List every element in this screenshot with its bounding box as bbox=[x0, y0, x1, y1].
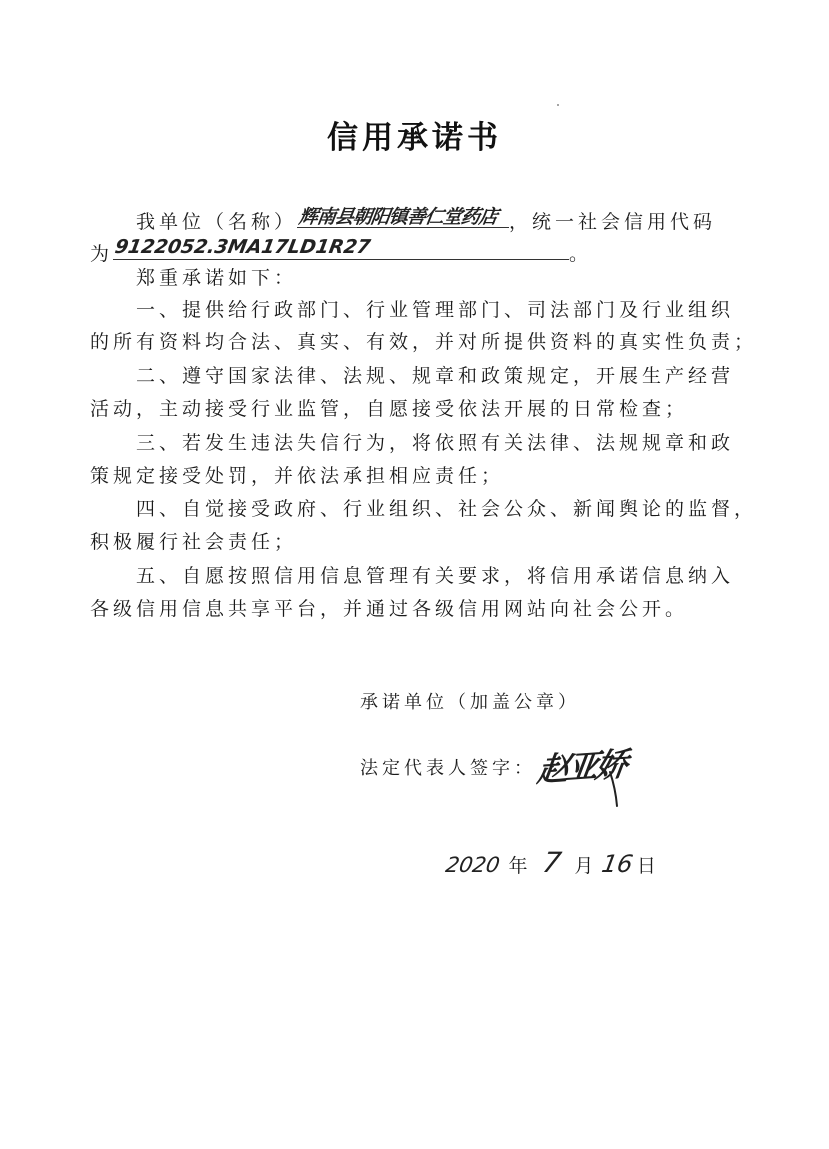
signature-tail-stroke bbox=[600, 770, 630, 810]
item3-line1: 三、若发生违法失信行为，将依照有关法律、法规规章和政 bbox=[136, 432, 735, 454]
date-day-unit: 日 bbox=[636, 855, 659, 877]
credit-code-handwritten: 9122052.3MA17LD1R27 bbox=[113, 236, 373, 258]
credit-code-field bbox=[113, 235, 569, 260]
intro-suffix: ，统一社会信用代码 bbox=[509, 211, 717, 233]
handwritten-signature: 赵亚娇 bbox=[535, 744, 628, 790]
date-line bbox=[443, 846, 659, 879]
date-day: 16 bbox=[599, 850, 636, 878]
date-month: 7 bbox=[539, 846, 564, 879]
rep-signature-label: 法定代表人签字： bbox=[360, 758, 536, 779]
item2-line1: 二、遵守国家法律、法规、规章和政策规定，开展生产经营 bbox=[136, 365, 735, 387]
date-year-unit: 年 bbox=[508, 855, 531, 877]
item3-line2: 策规定接受处罚，并依法承担相应责任； bbox=[90, 465, 505, 487]
document-title: 信用承诺书 bbox=[327, 120, 502, 156]
date-month-unit: 月 bbox=[574, 855, 597, 877]
company-name-field bbox=[297, 203, 509, 228]
date-year: 2020 bbox=[443, 853, 502, 877]
item4-line2: 积极履行社会责任； bbox=[90, 531, 298, 553]
company-name-handwritten: 辉南县朝阳镇善仁堂药店 bbox=[297, 206, 499, 228]
item1-line2: 的所有资料均合法、真实、有效，并对所提供资料的真实性负责； bbox=[90, 331, 758, 353]
item5-line1: 五、自愿按照信用信息管理有关要求，将信用承诺信息纳入 bbox=[136, 565, 735, 587]
item4-line1: 四、自觉接受政府、行业组织、社会公众、新闻舆论的监督， bbox=[136, 498, 758, 520]
code-prefix: 为 bbox=[90, 243, 114, 265]
intro-prefix: 我单位（名称） bbox=[136, 211, 298, 233]
scan-speck bbox=[557, 104, 559, 106]
item2-line2: 活动，主动接受行业监管，自愿接受依法开展的日常检查； bbox=[90, 398, 689, 420]
code-suffix: 。 bbox=[569, 243, 593, 265]
credit-code-line bbox=[90, 235, 755, 266]
item1-line1: 一、提供给行政部门、行业管理部门、司法部门及行业组织 bbox=[136, 299, 735, 321]
item5-line2: 各级信用信息共享平台，并通过各级信用网站向社会公开。 bbox=[90, 598, 689, 620]
pledge-intro: 郑重承诺如下： bbox=[136, 267, 298, 289]
org-seal-label: 承诺单位（加盖公章） bbox=[360, 692, 580, 713]
intro-line bbox=[136, 203, 801, 234]
